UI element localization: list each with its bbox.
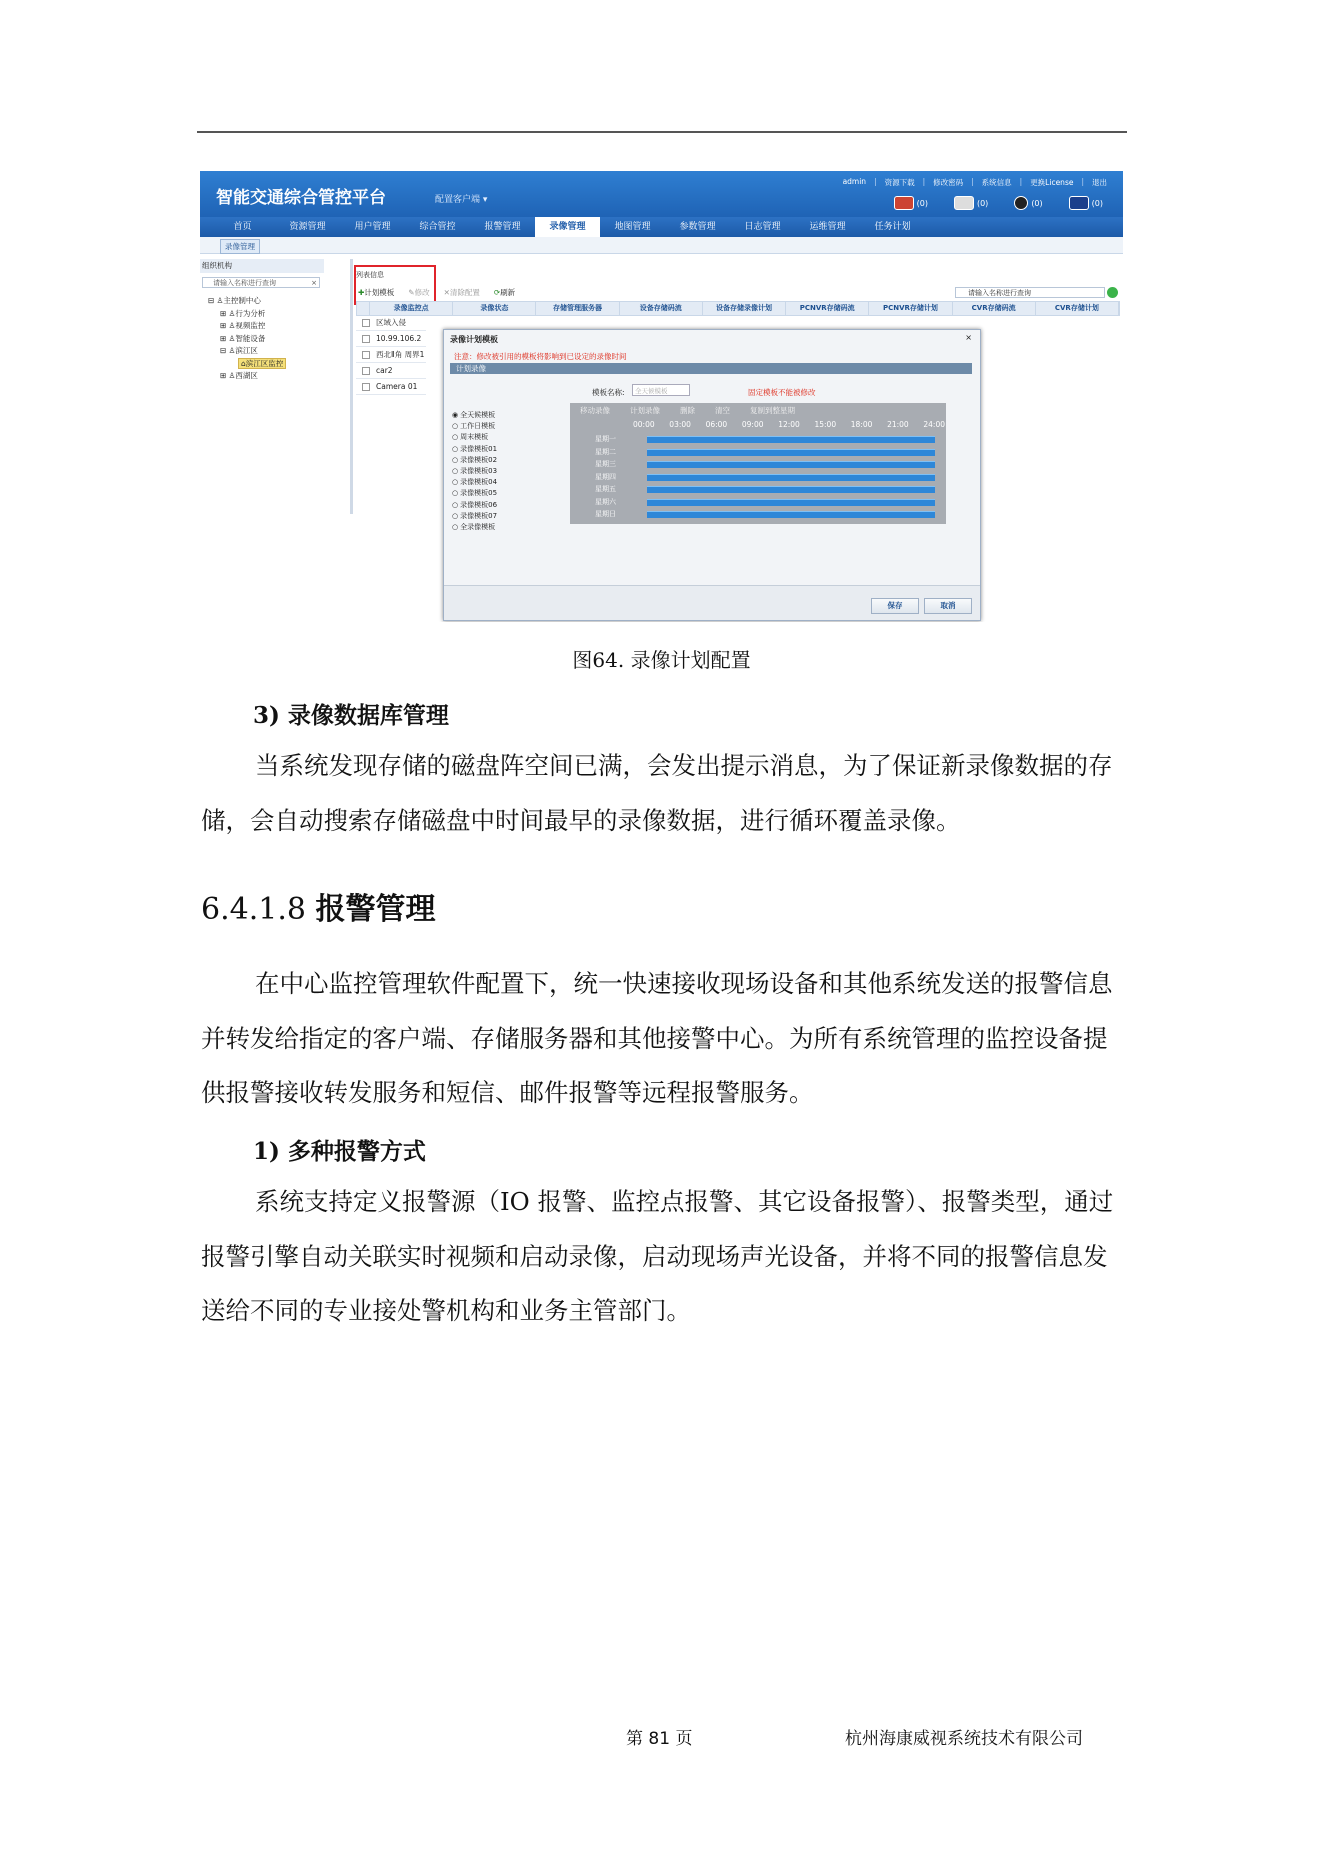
heading-video-db: 3) 录像数据库管理 [253, 702, 449, 729]
refresh-button[interactable]: ⟳刷新 [493, 288, 516, 297]
server-alarm-icon [1069, 196, 1089, 210]
top-link-user[interactable]: admin [842, 177, 867, 186]
copy-week-tool[interactable]: 复制到整星期 [750, 406, 795, 415]
template-name-input[interactable]: 全天候模板 [632, 384, 690, 396]
top-links: admin | 资源下载 | 修改密码 | 系统信息 | 更换License | 退出 [842, 177, 1107, 187]
template-radio[interactable]: ○ 周末模板 [452, 432, 497, 443]
day-row[interactable]: 星期一 [570, 433, 946, 445]
hour-axis: 00:00 03:00 06:00 09:00 12:00 15:00 18:00 21:00 24:00 [633, 420, 945, 429]
clear-config-button[interactable]: ✕清除配置 [443, 288, 480, 297]
tree-node[interactable]: ⊞ ♙智能设备 [220, 333, 266, 343]
add-icon[interactable] [1107, 287, 1118, 298]
clear-tool[interactable]: 清空 [715, 406, 730, 415]
top-link-sysinfo[interactable]: 系统信息 [981, 178, 1012, 187]
top-link-download[interactable]: 资源下载 [884, 178, 915, 187]
nav-map[interactable]: 地图管理 [614, 222, 651, 232]
nav-tasks[interactable]: 任务计划 [874, 222, 911, 232]
nav-ops[interactable]: 运维管理 [809, 222, 846, 232]
para-alarm: 在中心监控管理软件配置下，统一快速接收现场设备和其他系统发送的报警信息并转发给指定的客户端、存储服务器和其他接警中心。为所有系统管理的监控设备提供报警接收转发服务和短信、邮件报警等远程报警服务。 [201, 969, 1113, 1107]
sub-tab-recording[interactable]: 录像管理 [220, 239, 260, 254]
day-row[interactable]: 星期二 [570, 446, 946, 458]
speaker-alarm-icon [1014, 196, 1028, 210]
dialog-title: 录像计划模板 [450, 335, 498, 344]
figure-caption: 图64. 录像计划配置 [572, 648, 751, 672]
grid-toolbar [580, 405, 795, 416]
top-link-logout[interactable]: 退出 [1092, 178, 1107, 187]
section-title: 报警管理 [315, 892, 436, 927]
template-radio[interactable]: ○ 录像模板04 [452, 477, 497, 488]
close-icon[interactable]: × [965, 333, 972, 342]
clear-icon[interactable]: × [311, 279, 317, 287]
alarm-camera[interactable]: (0) [894, 196, 928, 210]
list-info-tab[interactable]: 列表信息 [356, 271, 384, 279]
col-header[interactable]: 设备存储录像计划 [703, 302, 786, 315]
fixed-template-note: 固定模板不能被修改 [748, 388, 816, 397]
device-alarm-icon [954, 196, 974, 210]
template-list [452, 410, 497, 533]
template-radio[interactable]: ○ 录像模板06 [452, 500, 497, 511]
template-radio[interactable]: ○ 录像模板03 [452, 466, 497, 477]
plan-template-dialog [443, 329, 981, 621]
col-header[interactable]: 录像状态 [453, 302, 536, 315]
template-radio[interactable]: ◉ 全天候模板 [452, 410, 497, 421]
para-alarm-modes: 系统支持定义报警源（IO 报警、监控点报警、其它设备报警）、报警类型，通过报警引擎自动关联实时视频和启动录像，启动现场声光设备，并将不同的报警信息发送给不同的专业接处警机构和业务主管部门。 [201, 1187, 1114, 1325]
col-header[interactable]: PCNVR存储码流 [786, 302, 869, 315]
save-button[interactable]: 保存 [871, 598, 919, 614]
nav-home[interactable]: 首页 [233, 222, 252, 232]
plan-template-button[interactable]: ✚计划模板 [358, 288, 395, 297]
dialog-warning: 注意：修改被引用的模板将影响到已设定的录像时间 [454, 352, 627, 361]
day-row[interactable]: 星期五 [570, 483, 946, 495]
nav-resources[interactable]: 资源管理 [289, 222, 326, 232]
col-header[interactable]: 设备存储码流 [620, 302, 703, 315]
para-video-db: 当系统发现存储的磁盘阵空间已满，会发出提示消息，为了保证新录像数据的存储，会自动搜索存储磁盘中时间最早的录像数据，进行循环覆盖录像。 [201, 751, 1113, 835]
heading-alarm-modes: 1) 多种报警方式 [253, 1138, 426, 1165]
company-name: 杭州海康威视系统技术有限公司 [845, 1729, 1083, 1749]
template-radio[interactable]: ○ 录像模板02 [452, 455, 497, 466]
table-row[interactable]: Camera 01 [356, 379, 426, 395]
nav-recording[interactable]: 录像管理 [535, 217, 600, 237]
list-toolbar [358, 287, 515, 298]
template-radio[interactable]: ○ 录像模板01 [452, 444, 497, 455]
col-header[interactable]: 录像监控点 [370, 302, 453, 315]
nav-alarm[interactable]: 报警管理 [484, 222, 521, 232]
template-radio[interactable]: ○ 录像模板05 [452, 488, 497, 499]
template-radio[interactable]: ○ 工作日模板 [452, 421, 497, 432]
main-nav [200, 217, 1123, 237]
section-heading [201, 884, 436, 928]
template-radio[interactable]: ○ 录像模板07 [452, 511, 497, 522]
table-header [356, 301, 1120, 316]
nav-logs[interactable]: 日志管理 [744, 222, 781, 232]
tree-node[interactable]: ⊞ ♙视频监控 [220, 321, 266, 330]
template-radio[interactable]: ○ 全录像模板 [452, 522, 497, 533]
delete-tool[interactable]: 删除 [680, 406, 695, 415]
nav-users[interactable]: 用户管理 [354, 222, 391, 232]
day-row[interactable]: 星期六 [570, 496, 946, 508]
col-header[interactable]: CVR存储码流 [953, 302, 1036, 315]
table-row[interactable]: 10.99.106.2 [356, 331, 426, 347]
nav-params[interactable]: 参数管理 [679, 222, 716, 232]
template-name-label: 模板名称: [592, 388, 625, 397]
table-row[interactable]: 西北Ⅱ角 周界1 [356, 347, 426, 363]
motion-record-tool[interactable]: 移动录像 [580, 406, 610, 415]
top-link-license[interactable]: 更换License [1030, 178, 1074, 187]
plan-record-tool[interactable]: 计划录像 [630, 406, 660, 415]
org-title: 组织机构 [200, 259, 324, 273]
table-row[interactable]: car2 [356, 363, 426, 379]
app-header [200, 171, 1123, 217]
dialog-footer [444, 585, 980, 620]
client-config-dropdown[interactable]: 配置客户端 ▾ [435, 195, 488, 205]
tree-node[interactable]: ⊞ ♙西湖区 [220, 371, 258, 380]
schedule-grid[interactable] [570, 403, 946, 524]
org-tree [208, 295, 286, 383]
org-search-input[interactable]: 请输入名称进行查询 × [202, 277, 320, 288]
day-row[interactable]: 星期日 [570, 508, 946, 520]
select-all-checkbox[interactable] [357, 302, 370, 315]
sub-tab-bar [200, 237, 1123, 254]
header-rule [197, 131, 1127, 133]
nav-control[interactable]: 综合管控 [419, 222, 456, 232]
page-number: 第 81 页 [626, 1729, 693, 1749]
figure-screenshot [200, 171, 1123, 622]
col-header[interactable]: 存储管理服务器 [536, 302, 619, 315]
col-header[interactable]: PCNVR存储计划 [869, 302, 952, 315]
section-number: 6.4.1.8 [201, 892, 306, 927]
col-header[interactable]: CVR存储计划 [1036, 302, 1119, 315]
tree-node[interactable]: ⊟ ♙滨江区 [220, 346, 258, 355]
camera-alarm-icon [894, 196, 914, 210]
alarm-server[interactable]: (0) [1069, 196, 1103, 210]
list-search-input[interactable]: 请输入名称进行查询 [955, 287, 1105, 298]
table-row[interactable]: 区域入侵 [356, 315, 426, 331]
tree-node-selected[interactable]: ⌂滨江区监控 [208, 358, 286, 371]
splitter[interactable] [350, 259, 353, 514]
day-row[interactable]: 星期三 [570, 458, 946, 470]
alarm-indicators [894, 196, 1103, 210]
top-link-password[interactable]: 修改密码 [933, 178, 964, 187]
app-title: 智能交通综合管控平台 [216, 188, 386, 208]
alarm-speaker[interactable]: (0) [1014, 196, 1042, 210]
dialog-section: 计划录像 [450, 363, 972, 374]
cancel-button[interactable]: 取消 [924, 598, 972, 614]
edit-button[interactable]: ✎修改 [408, 288, 430, 297]
tree-node[interactable]: ⊞ ♙行为分析 [220, 308, 266, 318]
tree-node[interactable]: ⊟ ♙主控制中心 [208, 296, 261, 305]
table-rows [356, 315, 426, 395]
day-row[interactable]: 星期四 [570, 471, 946, 483]
alarm-device[interactable]: (0) [954, 196, 988, 210]
